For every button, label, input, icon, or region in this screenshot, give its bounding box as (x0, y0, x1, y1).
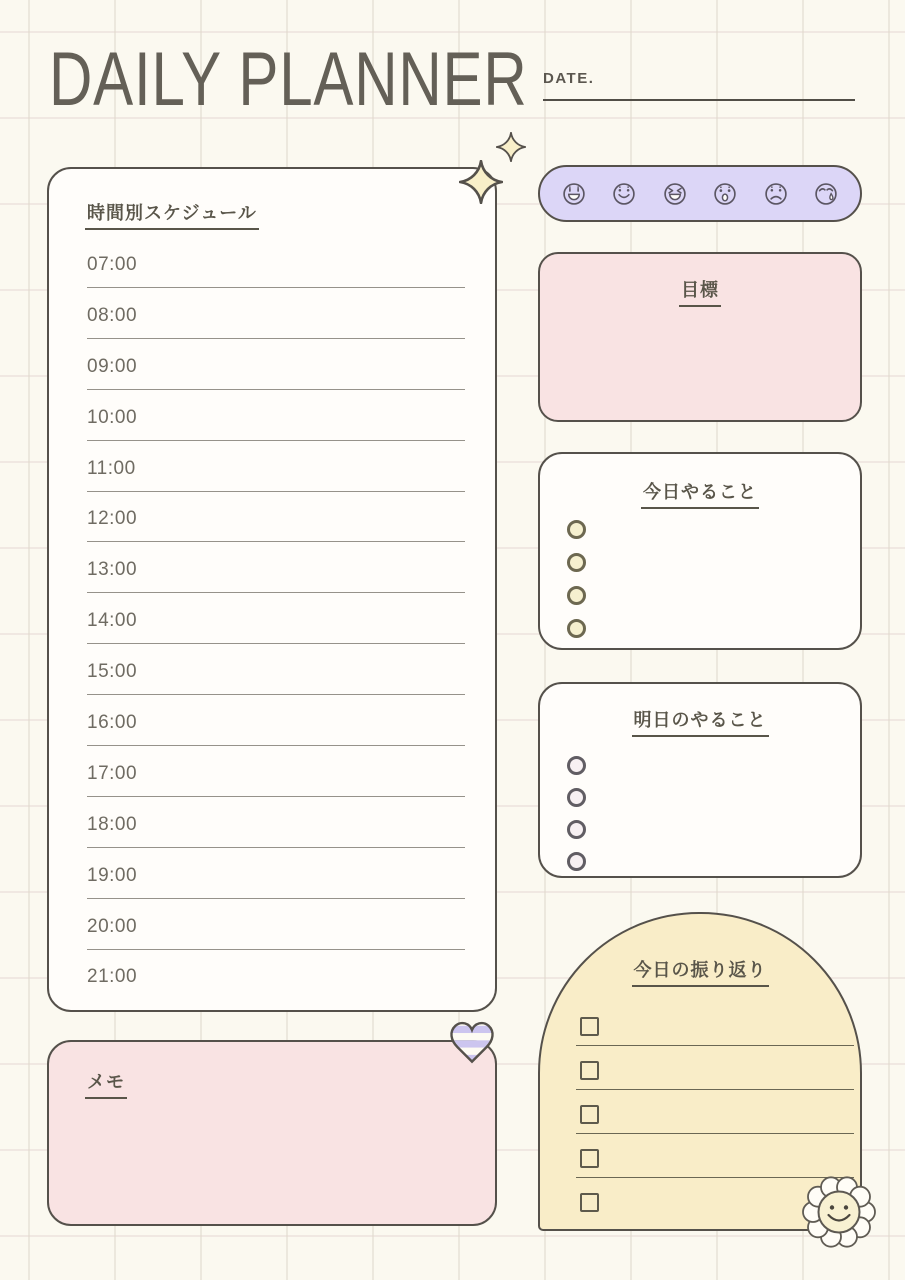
memo-title: メモ (85, 1068, 127, 1099)
todo-bullet[interactable] (567, 586, 586, 605)
write-line (87, 491, 465, 492)
schedule-row[interactable] (87, 966, 465, 1017)
schedule-row[interactable] (87, 458, 465, 509)
hourly-schedule-rows (87, 254, 465, 1017)
laughing-face-icon[interactable] (660, 179, 690, 209)
time-label: 15:00 (87, 661, 138, 683)
checkbox[interactable] (580, 1105, 599, 1124)
time-label: 20:00 (87, 915, 138, 937)
schedule-row[interactable] (87, 661, 465, 712)
schedule-row[interactable] (87, 559, 465, 610)
write-line (87, 796, 465, 797)
smiling-face-icon[interactable] (609, 179, 639, 209)
striped-heart-icon (445, 1018, 499, 1071)
time-label: 18:00 (87, 813, 138, 835)
write-line[interactable] (576, 1045, 854, 1046)
crying-face-icon[interactable] (811, 179, 841, 209)
write-line (87, 949, 465, 950)
schedule-row[interactable] (87, 356, 465, 407)
write-line (87, 847, 465, 848)
schedule-row[interactable] (87, 305, 465, 356)
smiling-flower-icon (801, 1174, 877, 1250)
checkbox[interactable] (580, 1017, 599, 1036)
write-line (87, 694, 465, 695)
page-title: DAILY PLANNER (49, 37, 528, 122)
goal-title: 目標 (679, 276, 721, 307)
time-label: 19:00 (87, 864, 138, 886)
time-label: 14:00 (87, 610, 138, 632)
time-label: 10:00 (87, 406, 138, 428)
time-label: 13:00 (87, 559, 138, 581)
tomorrow-todo-title: 明日のやること (632, 706, 769, 737)
memo-panel[interactable] (47, 1040, 497, 1226)
time-label: 16:00 (87, 712, 138, 734)
write-line (87, 440, 465, 441)
time-label: 21:00 (87, 966, 138, 988)
time-label: 11:00 (87, 457, 136, 479)
write-line[interactable] (576, 1133, 854, 1134)
write-line (87, 287, 465, 288)
schedule-row[interactable] (87, 865, 465, 916)
goal-panel[interactable] (538, 252, 862, 422)
sparkle-icon (459, 160, 503, 204)
todo-bullet[interactable] (567, 756, 586, 775)
sparkle-icon (496, 132, 526, 162)
write-line (87, 745, 465, 746)
schedule-row[interactable] (87, 814, 465, 865)
write-line (87, 338, 465, 339)
checkbox[interactable] (580, 1061, 599, 1080)
todo-bullet[interactable] (567, 553, 586, 572)
schedule-row[interactable] (87, 610, 465, 661)
hourly-schedule-title: 時間別スケジュール (85, 199, 259, 230)
todo-bullet[interactable] (567, 820, 586, 839)
time-label: 17:00 (87, 762, 138, 784)
date-input-line[interactable] (543, 99, 855, 101)
schedule-row[interactable] (87, 508, 465, 559)
time-label: 12:00 (87, 508, 138, 530)
write-line[interactable] (576, 1089, 854, 1090)
time-label: 09:00 (87, 355, 138, 377)
tomorrow-todo-panel[interactable] (538, 682, 862, 878)
todo-bullet[interactable] (567, 619, 586, 638)
write-line (87, 643, 465, 644)
schedule-row[interactable] (87, 407, 465, 458)
schedule-row[interactable] (87, 712, 465, 763)
schedule-row[interactable] (87, 254, 465, 305)
time-label: 08:00 (87, 304, 138, 326)
write-line (87, 541, 465, 542)
mood-tracker (538, 165, 862, 222)
todo-bullet[interactable] (567, 788, 586, 807)
grinning-face-icon[interactable] (559, 179, 589, 209)
today-todo-panel[interactable] (538, 452, 862, 650)
reflection-title: 今日の振り返り (632, 956, 769, 987)
write-line (87, 389, 465, 390)
hourly-schedule-panel (47, 167, 497, 1012)
checkbox[interactable] (580, 1193, 599, 1212)
frowning-face-icon[interactable] (761, 179, 791, 209)
todo-bullet[interactable] (567, 852, 586, 871)
schedule-row[interactable] (87, 763, 465, 814)
date-label: DATE. (543, 70, 595, 87)
todo-bullet[interactable] (567, 520, 586, 539)
write-line (87, 592, 465, 593)
time-label: 07:00 (87, 254, 138, 275)
write-line (87, 898, 465, 899)
surprised-face-icon[interactable] (710, 179, 740, 209)
today-todo-title: 今日やること (641, 478, 759, 509)
schedule-row[interactable] (87, 916, 465, 967)
checkbox[interactable] (580, 1149, 599, 1168)
